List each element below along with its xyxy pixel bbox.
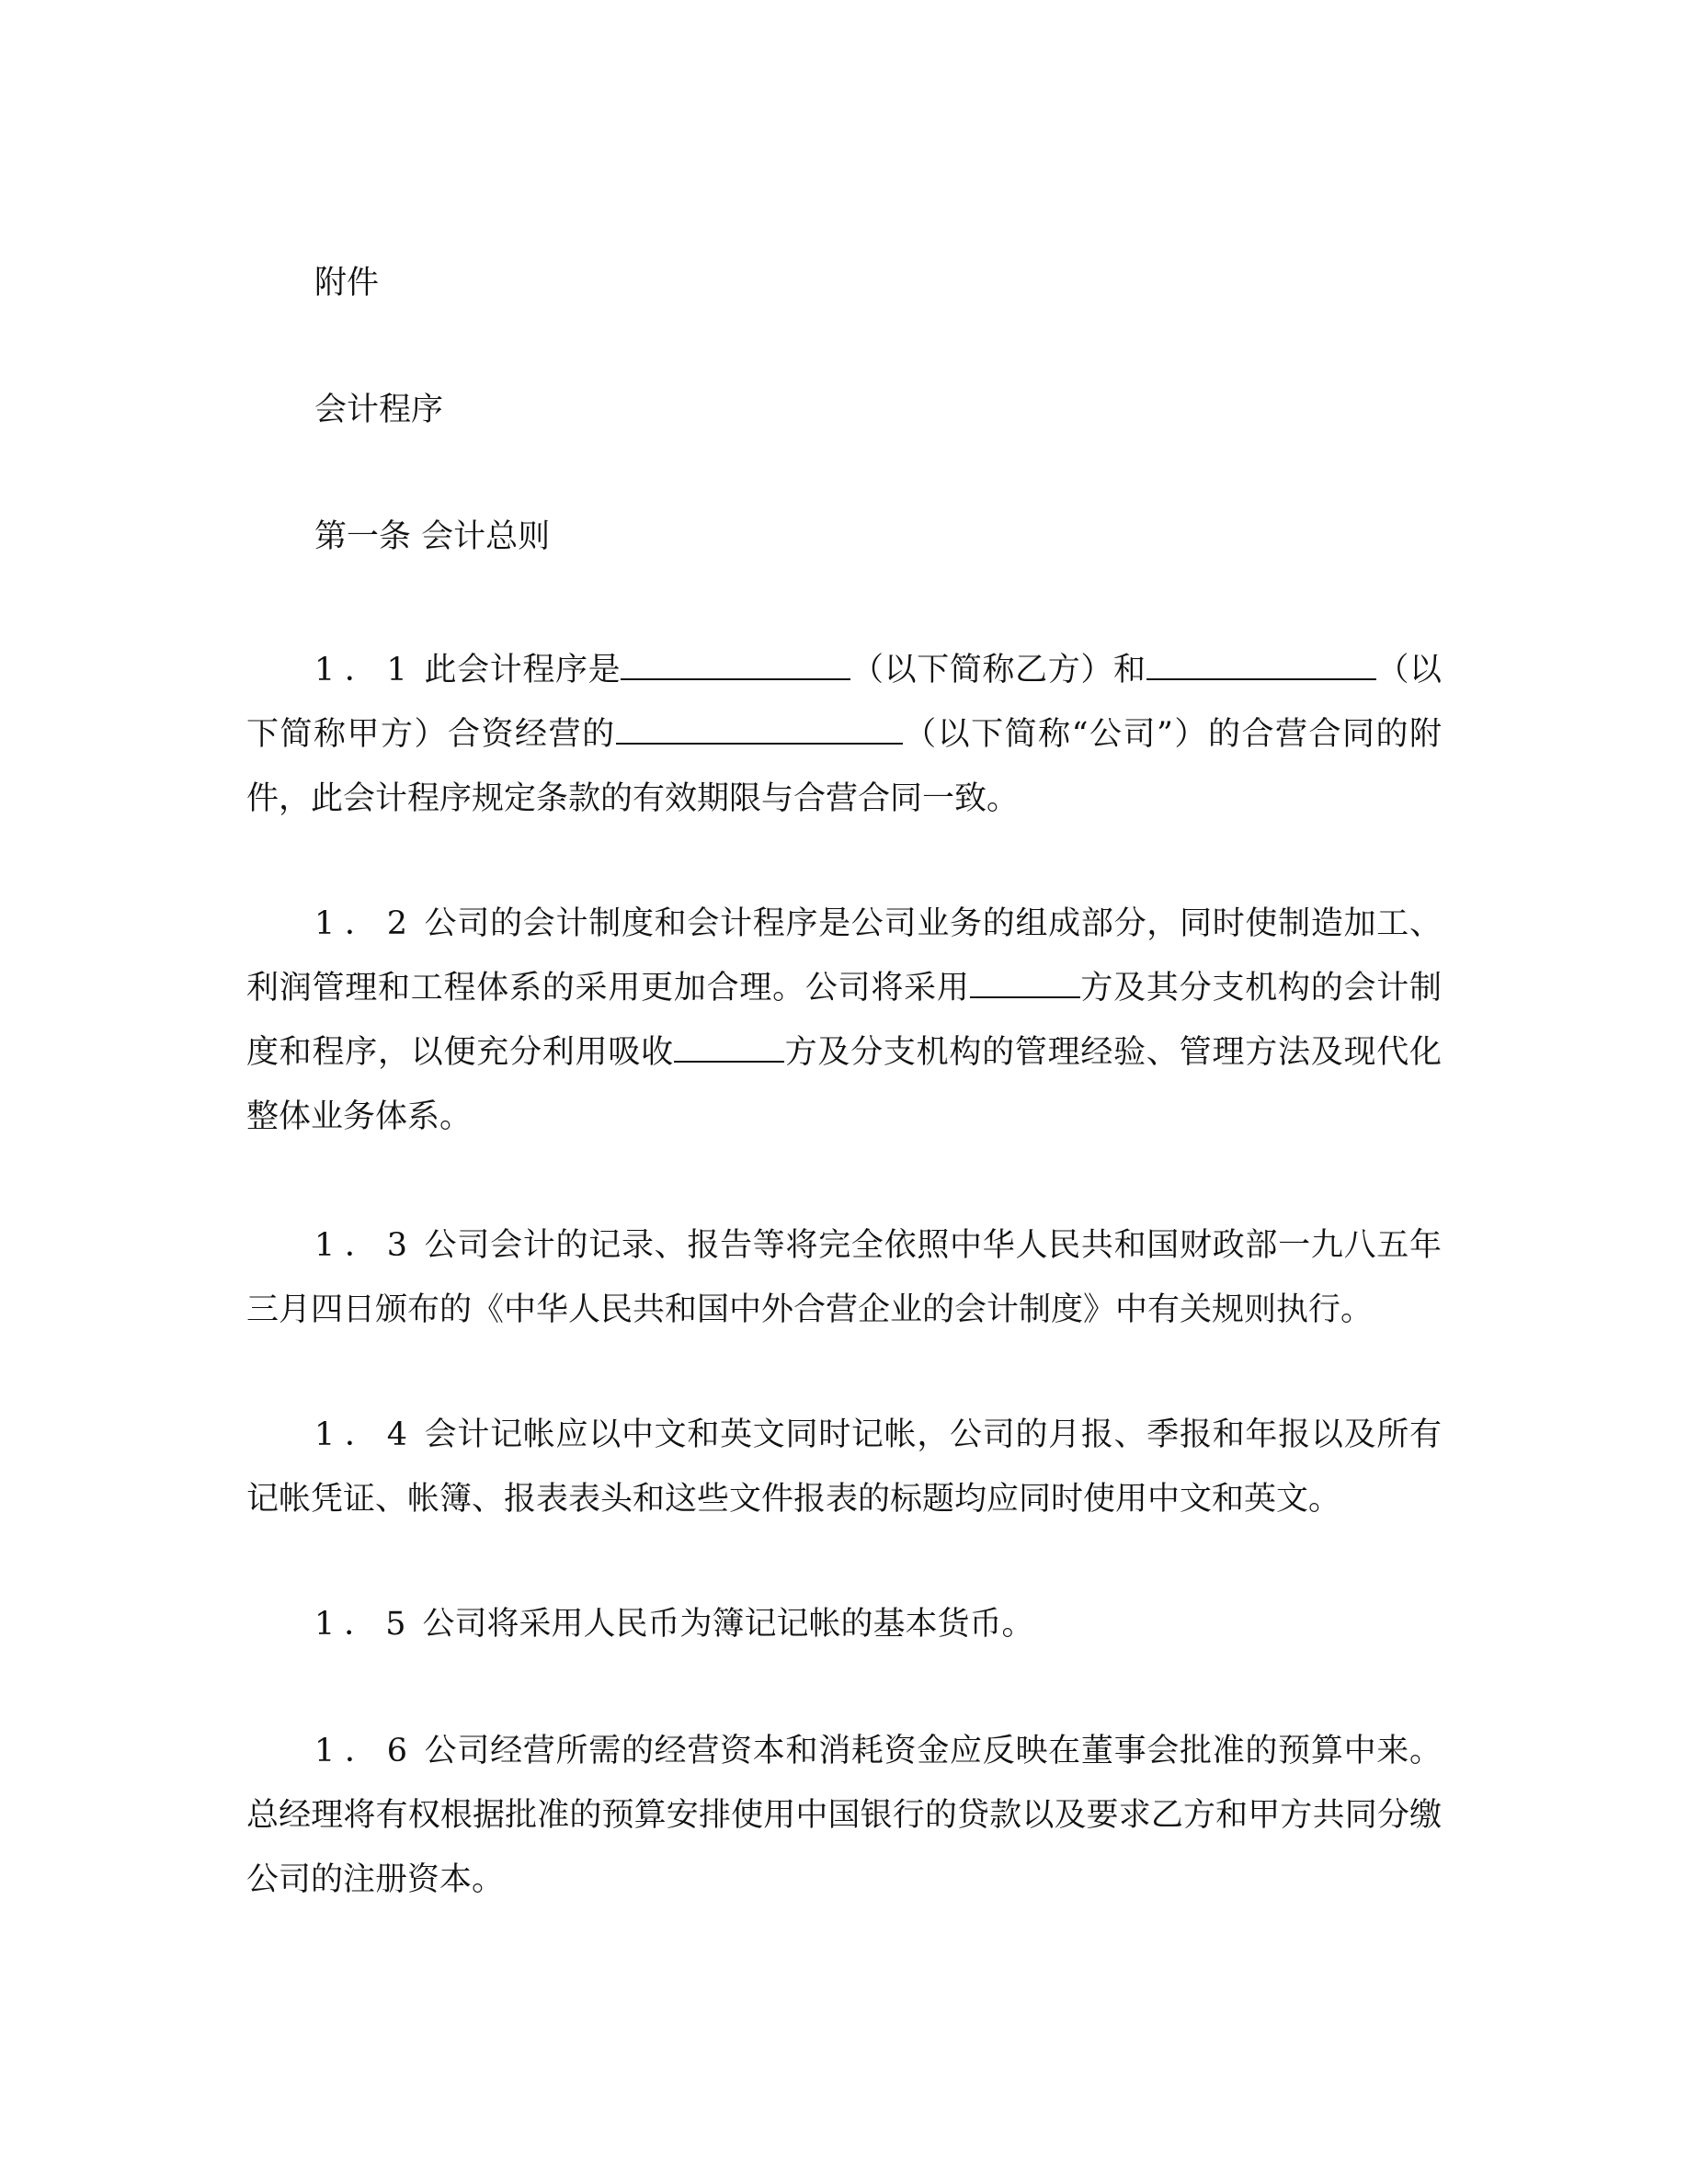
clause-text: 公司会计的记录、报告等将完全依照中华人民共和国财政部一九八五年三月四日颁布的《中华人民共和国中外合营企业的会计制度》中有关规则执行。 [246, 1227, 1442, 1328]
clause-text: 公司经营所需的经营资本和消耗资金应反映在董事会批准的预算中来。总经理将有权根据批准的预算安排使用中国银行的贷款以及要求乙方和甲方共同分缴公司的注册资本。 [246, 1733, 1442, 1898]
clause-number: 1．4 [314, 1416, 416, 1453]
clause-text: 公司将采用人民币为簿记记帐的基本货币。 [422, 1606, 1034, 1643]
clause-text: （以下简称乙方）和 [850, 652, 1146, 688]
clause-number: 1．5 [314, 1606, 416, 1643]
clause-1-6 [246, 1719, 1442, 1912]
clause-text: （以下简称“公司”）的合营合同的附件，此会计程序规定条款的有效期限与合营合同一致。 [246, 716, 1442, 817]
clause-1-5 [246, 1592, 1442, 1656]
clause-text: （以下简称甲方）合资经营的 [246, 652, 1442, 753]
article-1-heading: 第一条 会计总则 [314, 518, 551, 555]
clause-text: 方及分支机构的管理经验、管理方法及现代化整体业务体系。 [246, 1034, 1442, 1135]
blank-party-a [1146, 654, 1376, 680]
blank-company-name [616, 719, 903, 745]
clause-1-1 [246, 638, 1442, 831]
blank-party-b [621, 654, 850, 680]
clause-number: 1．6 [314, 1733, 416, 1769]
clause-text: 会计记帐应以中文和英文同时记帐，公司的月报、季报和年报以及所有记帐凭证、帐簿、报表表头和这些文件报表的标题均应同时使用中文和英文。 [246, 1416, 1442, 1518]
clause-1-4 [246, 1403, 1442, 1531]
document-title: 会计程序 [314, 392, 444, 428]
blank-party [970, 973, 1080, 998]
clause-text: 此会计程序是 [423, 652, 622, 688]
clause-number: 1．1 [314, 652, 416, 688]
clause-text: 公司的会计制度和会计程序是公司业务的组成部分，同时使制造加工、利润管理和工程体系的采用更加合理。公司将采用 [246, 905, 1442, 1007]
clause-1-2 [246, 892, 1442, 1149]
blank-party [674, 1037, 784, 1063]
clause-number: 1．3 [314, 1227, 416, 1264]
appendix-heading: 附件 [314, 265, 380, 301]
clause-number: 1．2 [314, 905, 416, 942]
clause-text: 方及其分支机构的会计制度和程序，以便充分利用吸收 [246, 970, 1442, 1071]
clause-1-3 [246, 1213, 1442, 1342]
